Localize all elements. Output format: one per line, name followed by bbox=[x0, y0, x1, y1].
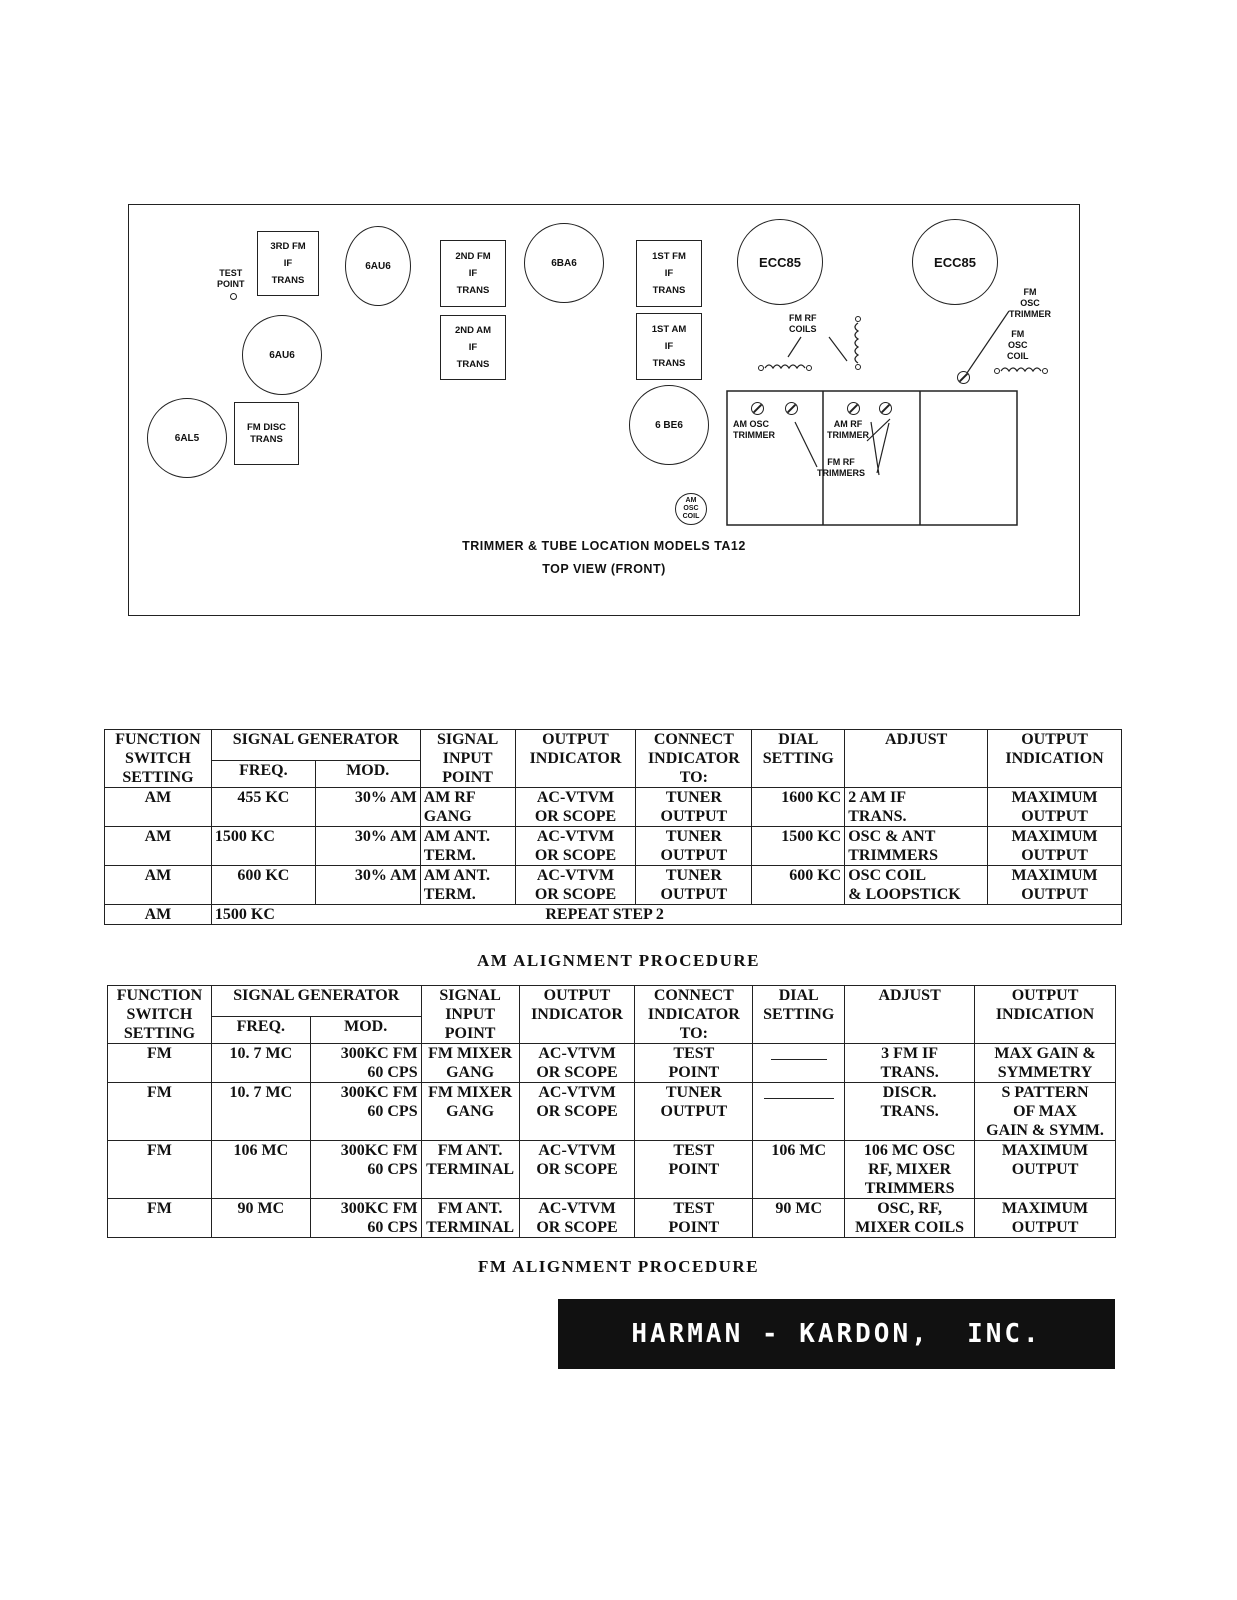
am-row-freq: 1500 KC bbox=[211, 827, 315, 866]
fm-row-input: FM ANT. TERMINAL bbox=[421, 1199, 519, 1238]
am-osc-trimmer-screw-1 bbox=[751, 402, 764, 415]
am-row-dial: 1600 KC bbox=[752, 788, 845, 827]
fm-row-freq: 10. 7 MC bbox=[211, 1083, 310, 1141]
fm-header-signal-generator: SIGNAL GENERATOR bbox=[211, 986, 421, 1017]
am-table-caption: AM ALIGNMENT PROCEDURE bbox=[477, 951, 760, 970]
fm-row-connect: TUNER OUTPUT bbox=[635, 1083, 753, 1141]
am-row bbox=[105, 788, 1122, 827]
fm-header-mod: MOD. bbox=[310, 1017, 421, 1044]
am-row-input: AM ANT. TERM. bbox=[420, 866, 515, 905]
second-fm-if-trans: 2ND FM IF TRANS bbox=[440, 240, 506, 307]
fm-row bbox=[108, 1083, 1116, 1141]
fm-row-connect: TEST POINT bbox=[635, 1199, 753, 1238]
am-row-freq: 455 KC bbox=[211, 788, 315, 827]
fm-row-adjust: OSC, RF, MIXER COILS bbox=[845, 1199, 975, 1238]
fm-header-output-indication: OUTPUT INDICATION bbox=[975, 986, 1116, 1044]
fm-row-input: FM MIXER GANG bbox=[421, 1083, 519, 1141]
fm-rf-trimmers-label: FM RF TRIMMERS bbox=[817, 457, 865, 478]
brand-banner bbox=[558, 1299, 1115, 1369]
am-row-mod: 30% AM bbox=[315, 827, 420, 866]
fm-row-connect: TEST POINT bbox=[635, 1141, 753, 1199]
am-alignment-table bbox=[104, 729, 1122, 925]
am-row-input: AM RF GANG bbox=[420, 788, 515, 827]
am-row-adjust: 2 AM IF TRANS. bbox=[845, 788, 988, 827]
am-header-connect-indicator: CONNECT INDICATOR TO: bbox=[636, 730, 752, 788]
fm-header-function: FUNCTION SWITCH SETTING bbox=[108, 986, 212, 1044]
am-repeat-freq: 1500 KC bbox=[211, 905, 315, 925]
fm-row-indication: MAXIMUM OUTPUT bbox=[975, 1199, 1116, 1238]
am-row-indication: MAXIMUM OUTPUT bbox=[988, 827, 1122, 866]
fm-row bbox=[108, 1141, 1116, 1199]
first-fm-if-trans: 1ST FM IF TRANS bbox=[636, 240, 702, 307]
am-row-indicator: AC-VTVM OR SCOPE bbox=[515, 827, 636, 866]
fm-header-output-indicator: OUTPUT INDICATOR bbox=[519, 986, 635, 1044]
tube-6be6: 6 BE6 bbox=[629, 385, 709, 465]
fm-row-mod: 300KC FM 60 CPS bbox=[310, 1044, 421, 1083]
fm-row-indicator: AC-VTVM OR SCOPE bbox=[519, 1199, 635, 1238]
fm-row-dial bbox=[753, 1044, 845, 1083]
fm-row bbox=[108, 1199, 1116, 1238]
fm-header-signal-input: SIGNAL INPUT POINT bbox=[421, 986, 519, 1044]
fm-alignment-table bbox=[107, 985, 1116, 1238]
fm-row-freq: 10. 7 MC bbox=[211, 1044, 310, 1083]
am-header-output-indication: OUTPUT INDICATION bbox=[988, 730, 1122, 788]
am-header-signal-input: SIGNAL INPUT POINT bbox=[420, 730, 515, 788]
second-am-if-trans: 2ND AM IF TRANS bbox=[440, 315, 506, 380]
fm-rf-coils-label: FM RF COILS bbox=[789, 313, 817, 334]
am-row-connect: TUNER OUTPUT bbox=[636, 866, 752, 905]
am-row-indication: MAXIMUM OUTPUT bbox=[988, 788, 1122, 827]
am-row-indicator: AC-VTVM OR SCOPE bbox=[515, 788, 636, 827]
tube-6au6-a: 6AU6 bbox=[345, 226, 411, 306]
am-row-connect: TUNER OUTPUT bbox=[636, 788, 752, 827]
fm-row-dial: 90 MC bbox=[753, 1199, 845, 1238]
tube-6ba6: 6BA6 bbox=[524, 223, 604, 303]
fm-row-adjust: 3 FM IF TRANS. bbox=[845, 1044, 975, 1083]
fm-row-adjust: DISCR. TRANS. bbox=[845, 1083, 975, 1141]
fm-osc-trimmer-screw bbox=[957, 371, 970, 384]
am-header-output-indicator: OUTPUT INDICATOR bbox=[515, 730, 636, 788]
am-rf-trimmer-screw-2 bbox=[879, 402, 892, 415]
diagram-caption-line2: TOP VIEW (FRONT) bbox=[542, 562, 666, 576]
am-header-freq: FREQ. bbox=[211, 761, 315, 788]
am-row bbox=[105, 866, 1122, 905]
am-rf-trimmer-screw-1 bbox=[847, 402, 860, 415]
fm-row-func: FM bbox=[108, 1083, 212, 1141]
brand-name: HARMAN - KARDON, INC. bbox=[631, 1319, 1042, 1349]
am-row-func: AM bbox=[105, 866, 212, 905]
first-am-if-trans: 1ST AM IF TRANS bbox=[636, 313, 702, 380]
am-rf-trimmer-label: AM RF TRIMMER bbox=[827, 419, 869, 440]
fm-header-connect-indicator: CONNECT INDICATOR TO: bbox=[635, 986, 753, 1044]
test-point-marker bbox=[230, 293, 237, 300]
fm-row-freq: 106 MC bbox=[211, 1141, 310, 1199]
fm-disc-trans: FM DISC TRANS bbox=[234, 402, 299, 465]
am-header-row bbox=[105, 730, 1122, 761]
am-row-dial: 1500 KC bbox=[752, 827, 845, 866]
am-row-func: AM bbox=[105, 788, 212, 827]
fm-row-mod: 300KC FM 60 CPS bbox=[310, 1083, 421, 1141]
am-header-adjust: ADJUST bbox=[845, 730, 988, 788]
fm-table-caption: FM ALIGNMENT PROCEDURE bbox=[477, 1257, 760, 1276]
fm-row-freq: 90 MC bbox=[211, 1199, 310, 1238]
am-osc-coil: AM OSC COIL bbox=[675, 493, 707, 525]
fm-row-adjust: 106 MC OSC RF, MIXER TRIMMERS bbox=[845, 1141, 975, 1199]
am-row-freq: 600 KC bbox=[211, 866, 315, 905]
am-row-mod: 30% AM bbox=[315, 788, 420, 827]
fm-row-indicator: AC-VTVM OR SCOPE bbox=[519, 1083, 635, 1141]
am-repeat-note: REPEAT STEP 2 bbox=[315, 905, 1121, 925]
am-row-connect: TUNER OUTPUT bbox=[636, 827, 752, 866]
am-repeat-row bbox=[105, 905, 1122, 925]
diagram-caption-line1: TRIMMER & TUBE LOCATION MODELS TA12 bbox=[462, 539, 746, 553]
am-header-mod: MOD. bbox=[315, 761, 420, 788]
third-fm-if-trans: 3RD FM IF TRANS bbox=[257, 231, 319, 296]
am-row-adjust: OSC COIL & LOOPSTICK bbox=[845, 866, 988, 905]
am-row bbox=[105, 827, 1122, 866]
am-repeat-func: AM bbox=[105, 905, 212, 925]
fm-row-indicator: AC-VTVM OR SCOPE bbox=[519, 1044, 635, 1083]
fm-row-mod: 300KC FM 60 CPS bbox=[310, 1141, 421, 1199]
fm-row-mod: 300KC FM 60 CPS bbox=[310, 1199, 421, 1238]
fm-row-indication: MAXIMUM OUTPUT bbox=[975, 1141, 1116, 1199]
fm-header-adjust: ADJUST bbox=[845, 986, 975, 1044]
fm-row-func: FM bbox=[108, 1199, 212, 1238]
fm-row-func: FM bbox=[108, 1044, 212, 1083]
tube-location-diagram bbox=[128, 204, 1080, 616]
am-osc-trimmer-screw-2 bbox=[785, 402, 798, 415]
dial-blank-dash bbox=[764, 1098, 834, 1099]
am-row-func: AM bbox=[105, 827, 212, 866]
am-header-dial: DIAL SETTING bbox=[752, 730, 845, 788]
fm-row-input: FM MIXER GANG bbox=[421, 1044, 519, 1083]
fm-row-func: FM bbox=[108, 1141, 212, 1199]
am-header-function: FUNCTION SWITCH SETTING bbox=[105, 730, 212, 788]
tube-ecc85-b: ECC85 bbox=[912, 219, 998, 305]
fm-header-row bbox=[108, 986, 1116, 1017]
am-row-input: AM ANT. TERM. bbox=[420, 827, 515, 866]
am-row-adjust: OSC & ANT TRIMMERS bbox=[845, 827, 988, 866]
fm-row bbox=[108, 1044, 1116, 1083]
test-point-label: TEST POINT bbox=[217, 268, 245, 289]
fm-header-freq: FREQ. bbox=[211, 1017, 310, 1044]
tube-6au6-b: 6AU6 bbox=[242, 315, 322, 395]
fm-row-dial: 106 MC bbox=[753, 1141, 845, 1199]
fm-osc-trimmer-label: FM OSC TRIMMER bbox=[1009, 287, 1051, 319]
am-osc-trimmer-label: AM OSC TRIMMER bbox=[733, 419, 775, 440]
fm-header-dial: DIAL SETTING bbox=[753, 986, 845, 1044]
fm-row-indication: S PATTERN OF MAX GAIN & SYMM. bbox=[975, 1083, 1116, 1141]
fm-row-dial bbox=[753, 1083, 845, 1141]
am-row-dial: 600 KC bbox=[752, 866, 845, 905]
am-row-indication: MAXIMUM OUTPUT bbox=[988, 866, 1122, 905]
fm-row-connect: TEST POINT bbox=[635, 1044, 753, 1083]
tube-6al5: 6AL5 bbox=[147, 398, 227, 478]
am-row-indicator: AC-VTVM OR SCOPE bbox=[515, 866, 636, 905]
fm-row-indication: MAX GAIN & SYMMETRY bbox=[975, 1044, 1116, 1083]
am-row-mod: 30% AM bbox=[315, 866, 420, 905]
tube-ecc85-a: ECC85 bbox=[737, 219, 823, 305]
am-header-signal-generator: SIGNAL GENERATOR bbox=[211, 730, 420, 761]
fm-row-input: FM ANT. TERMINAL bbox=[421, 1141, 519, 1199]
fm-osc-coil-label: FM OSC COIL bbox=[1007, 329, 1029, 361]
dial-blank-dash bbox=[771, 1059, 827, 1060]
fm-row-indicator: AC-VTVM OR SCOPE bbox=[519, 1141, 635, 1199]
